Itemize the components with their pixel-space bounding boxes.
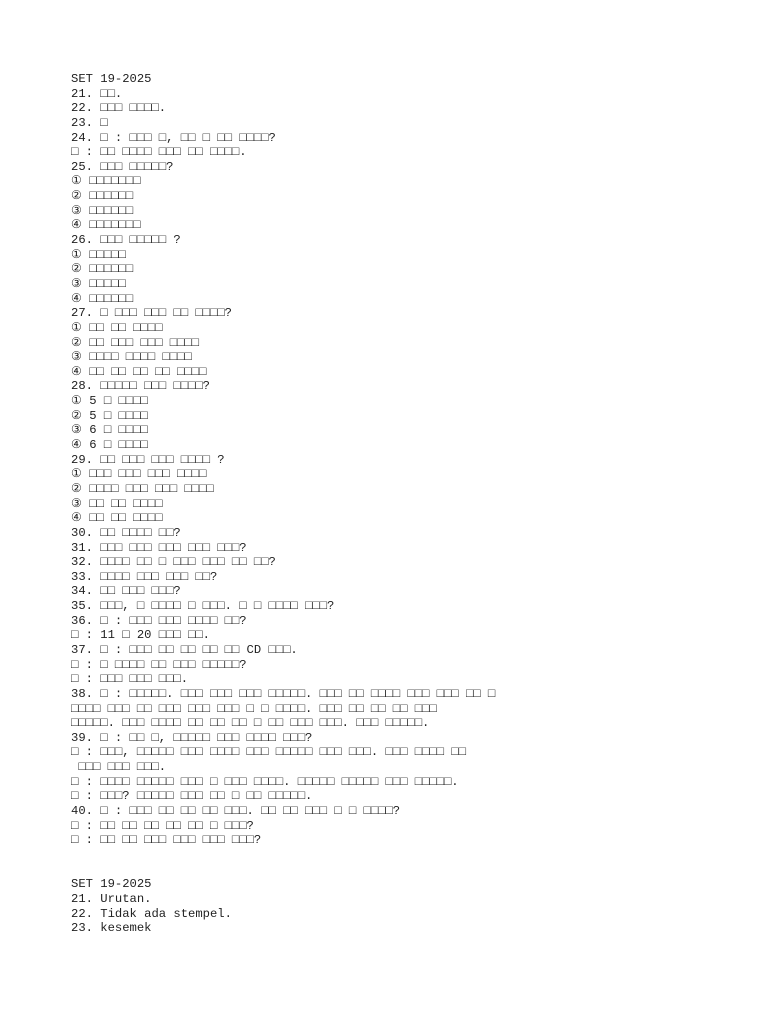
text-line: ② □□□□□□ bbox=[71, 262, 134, 277]
text-line: 24. □ : □□□ □, □□ □ □□ □□□□? bbox=[71, 130, 276, 145]
text-line: ① □□□ □□□ □□□ □□□□ bbox=[71, 467, 207, 482]
text-line: ④ □□ □□ □□ □□ □□□□ bbox=[71, 364, 207, 379]
text-line: □ : □ □□□□ □□ □□□ □□□□□? bbox=[71, 657, 247, 672]
text-line: ③ □□□□ □□□□ □□□□ bbox=[71, 350, 192, 365]
text-line: □□□□ □□□ □□ □□□ □□□ □□□ □ □ □□□□. □□□ □□ □□ □□ □□□ bbox=[71, 701, 437, 716]
korean-answer-block bbox=[71, 87, 751, 848]
text-line: 35. □□□, □ □□□□ □ □□□. □ □ □□□□ □□□? bbox=[71, 599, 335, 614]
text-line: 22. □□□ □□□□. bbox=[71, 101, 167, 116]
text-line: □ : □□□ □□□ □□□. bbox=[71, 672, 189, 687]
text-line: ② 5 □ □□□□ bbox=[71, 408, 148, 423]
text-line: □ : □□ □□ □□□ □□□ □□□ □□□? bbox=[71, 833, 262, 848]
text-line: 37. □ : □□□ □□ □□ □□ □□ CD □□□. bbox=[71, 642, 298, 657]
text-line: 31. □□□ □□□ □□□ □□□ □□□? bbox=[71, 540, 247, 555]
text-line: 26. □□□ □□□□□ ? bbox=[71, 233, 181, 248]
text-line: 36. □ : □□□ □□□ □□□□ □□? bbox=[71, 613, 247, 628]
text-line: ① □□ □□ □□□□ bbox=[71, 320, 163, 335]
text-line: □□□ □□□ □□□. bbox=[71, 760, 167, 775]
indonesian-answer-block bbox=[71, 892, 751, 936]
text-line: 32. □□□□ □□ □ □□□ □□□ □□ □□? bbox=[71, 555, 276, 570]
text-line: ④ 6 □ □□□□ bbox=[71, 438, 148, 453]
text-line: 34. □□ □□□ □□□? bbox=[71, 584, 181, 599]
text-line: ② □□□□□□ bbox=[71, 189, 134, 204]
text-line: 21. Urutan. bbox=[71, 891, 152, 906]
section-gap bbox=[71, 848, 751, 877]
text-line: ① □□□□□ bbox=[71, 247, 126, 262]
text-line: □ : □□□? □□□□□ □□□ □□ □ □□ □□□□□. bbox=[71, 789, 313, 804]
text-line: ④ □□□□□□□ bbox=[71, 218, 141, 233]
set-title: SET 19-2025 bbox=[71, 72, 152, 86]
text-line: ③ □□□□□ bbox=[71, 276, 126, 291]
text-line: □ : □□□, □□□□□ □□□ □□□□ □□□ □□□□□ □□□ □□□. □□□ □□□□ □□ bbox=[71, 745, 466, 760]
text-line: 22. Tidak ada stempel. bbox=[71, 906, 232, 921]
text-line: 28. □□□□□ □□□ □□□□? bbox=[71, 379, 210, 394]
text-line: 38. □ : □□□□□. □□□ □□□ □□□ □□□□□. □□□ □□ □□□□ □□□ □□□ □□ □ bbox=[71, 686, 496, 701]
text-line: ③ □□□□□□ bbox=[71, 203, 134, 218]
text-line: 21. □□. bbox=[71, 86, 123, 101]
text-line: 33. □□□□ □□□ □□□ □□? bbox=[71, 569, 218, 584]
text-line: ② □□□□ □□□ □□□ □□□□ bbox=[71, 481, 214, 496]
text-line: ① □□□□□□□ bbox=[71, 174, 141, 189]
text-line: 30. □□ □□□□ □□? bbox=[71, 525, 181, 540]
text-line: □ : □□ □□ □□ □□ □□ □ □□□? bbox=[71, 818, 254, 833]
text-line: □ : □□ □□□□ □□□ □□ □□□□. bbox=[71, 145, 247, 160]
text-line: 40. □ : □□□ □□ □□ □□ □□□. □□ □□ □□□ □ □ □□□□? bbox=[71, 804, 401, 819]
text-line: 23. kesemek bbox=[71, 921, 152, 936]
text-line: ③ 6 □ □□□□ bbox=[71, 423, 148, 438]
set-title-translation: SET 19-2025 bbox=[71, 877, 152, 892]
text-line: ② □□ □□□ □□□ □□□□ bbox=[71, 335, 199, 350]
text-line: ④ □□□□□□ bbox=[71, 291, 134, 306]
text-line: □□□□□. □□□ □□□□ □□ □□ □□ □ □□ □□□ □□□. □□□ □□□□□. bbox=[71, 716, 430, 731]
text-line: □ : 11 □ 20 □□□ □□. bbox=[71, 628, 210, 643]
text-line: 39. □ : □□ □, □□□□□ □□□ □□□□ □□□? bbox=[71, 730, 313, 745]
text-line: 29. □□ □□□ □□□ □□□□ ? bbox=[71, 452, 225, 467]
text-line: ① 5 □ □□□□ bbox=[71, 394, 148, 409]
text-line: ③ □□ □□ □□□□ bbox=[71, 496, 163, 511]
text-line: 27. □ □□□ □□□ □□ □□□□? bbox=[71, 306, 232, 321]
text-line: □ : □□□□ □□□□□ □□□ □ □□□ □□□□. □□□□□ □□□□□ □□□ □□□□□. bbox=[71, 774, 459, 789]
text-line: ④ □□ □□ □□□□ bbox=[71, 511, 163, 526]
text-line: 23. □ bbox=[71, 115, 108, 130]
text-line: 25. □□□ □□□□□? bbox=[71, 159, 174, 174]
document-page bbox=[71, 72, 751, 936]
